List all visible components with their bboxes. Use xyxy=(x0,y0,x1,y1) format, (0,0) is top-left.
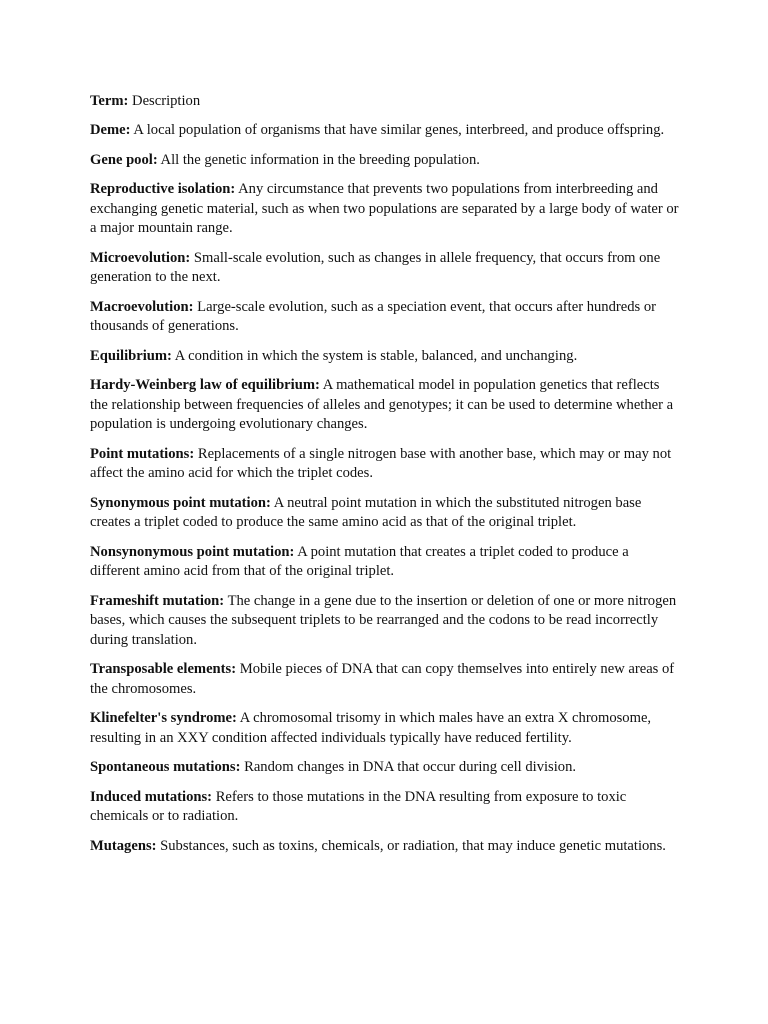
glossary-description: Replacements of a single nitrogen base with another base, which may or may not affect the amino acid for which the triplet codes. xyxy=(90,445,672,482)
glossary-term: Point mutations: xyxy=(90,445,195,462)
glossary-description: A condition in which the system is stable, balanced, and unchanging. xyxy=(174,347,578,364)
glossary-description: A point mutation that creates a triplet coded to produce a different amino acid from that of the original triplet. xyxy=(90,543,629,580)
glossary-entry xyxy=(90,758,680,778)
glossary-term: Frameshift mutation: xyxy=(90,592,225,609)
glossary-entry xyxy=(90,592,680,651)
glossary-description: Refers to those mutations in the DNA resulting from exposure to toxic chemicals or to radiation. xyxy=(90,788,627,825)
glossary-entry xyxy=(90,180,680,239)
glossary-entry xyxy=(90,837,680,857)
glossary-entry xyxy=(90,249,680,288)
glossary-description: A neutral point mutation in which the substituted nitrogen base creates a triplet coded to produce the same amino acid as that of the original triplet. xyxy=(90,494,642,531)
glossary-description: A local population of organisms that have similar genes, interbreed, and produce offspring. xyxy=(133,122,665,139)
glossary-term: Synonymous point mutation: xyxy=(90,494,271,511)
glossary-description: Large-scale evolution, such as a speciation event, that occurs after hundreds or thousands of generations. xyxy=(90,298,657,335)
glossary-description: A mathematical model in population genetics that reflects the relationship between frequencies of alleles and genotypes; it can be used to determine whether a population is undergoing evolutionary changes. xyxy=(90,377,674,433)
glossary-entry xyxy=(90,660,680,699)
glossary-term: Equilibrium: xyxy=(90,347,172,364)
glossary-description: A chromosomal trisomy in which males have an extra X chromosome, resulting in an XXY condition affected individuals typically have reduced fertility. xyxy=(90,710,652,746)
glossary-description: Small-scale evolution, such as changes in allele frequency, that occurs from one generation to the next. xyxy=(90,249,661,286)
glossary-term: Nonsynonymous point mutation: xyxy=(90,543,295,560)
glossary-term: Microevolution: xyxy=(90,249,191,266)
glossary-entry xyxy=(90,151,680,171)
glossary-description: Substances, such as toxins, chemicals, or radiation, that may induce genetic mutations. xyxy=(160,837,666,854)
glossary-description: Any circumstance that prevents two populations from interbreeding and exchanging genetic material, such as when two populations are separated by a large body of water or a major mountain range. xyxy=(90,181,679,237)
glossary-term: Mutagens: xyxy=(90,837,157,854)
glossary-term: Deme: xyxy=(90,122,131,139)
glossary-entry xyxy=(90,347,680,367)
glossary-entry xyxy=(90,92,680,112)
glossary-description: All the genetic information in the breeding population. xyxy=(160,151,480,168)
glossary-term: Gene pool: xyxy=(90,151,158,168)
glossary-term: Macroevolution: xyxy=(90,298,194,315)
glossary-term: Reproductive isolation: xyxy=(90,181,236,198)
glossary-entry xyxy=(90,543,680,582)
glossary-term: Klinefelter's syndrome: xyxy=(90,710,237,727)
glossary-term: Transposable elements: xyxy=(90,661,237,678)
glossary-entry xyxy=(90,376,680,435)
glossary-term: Induced mutations: xyxy=(90,788,213,805)
glossary-entry xyxy=(90,298,680,337)
glossary-entry xyxy=(90,121,680,141)
glossary-entry xyxy=(90,788,680,827)
glossary-entry xyxy=(90,709,680,748)
glossary-term: Spontaneous mutations: xyxy=(90,759,241,776)
glossary-entry xyxy=(90,445,680,484)
glossary-term: Term: xyxy=(90,93,129,109)
glossary-list xyxy=(90,92,680,856)
glossary-description: Description xyxy=(132,93,201,109)
glossary-description: Mobile pieces of DNA that can copy themselves into entirely new areas of the chromosomes. xyxy=(90,661,675,697)
glossary-term: Hardy-Weinberg law of equilibrium: xyxy=(90,377,320,394)
glossary-description: The change in a gene due to the insertion or deletion of one or more nitrogen bases, which causes the subsequent triplets to be rearranged and the codons to be read incorrectly during translation. xyxy=(90,592,677,648)
glossary-description: Random changes in DNA that occur during cell division. xyxy=(244,759,577,776)
glossary-entry xyxy=(90,494,680,533)
